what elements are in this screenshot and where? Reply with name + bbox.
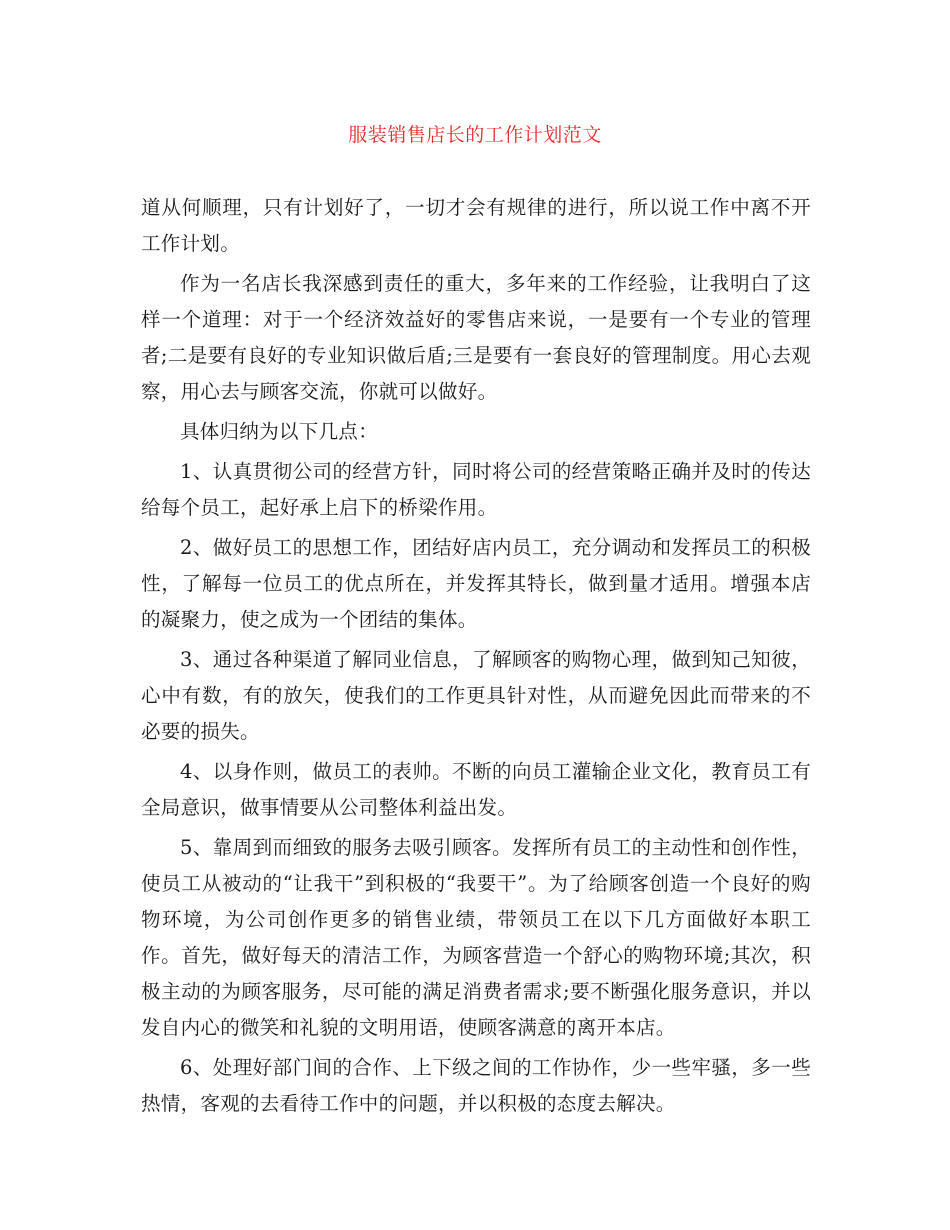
document-body xyxy=(141,190,811,1122)
paragraph-summary-heading: 具体归纳为以下几点： xyxy=(180,420,379,443)
paragraph-point-1: 1、认真贯彻公司的经营方针，同时将公司的经营策略正确并及时的传达给每个员工，起好承上启下的桥梁作用。 xyxy=(141,460,811,519)
paragraph-point-5: 5、靠周到而细致的服务去吸引顾客。发挥所有员工的主动性和创作性，使员工从被动的“让我干”到积极的“我要干”。为了给顾客创造一个良好的购物环境，为公司创作更多的销售业绩，带领员工在以下几方面做好本职工作。首先，做好每天的清洁工作，为顾客营造一个舒心的购物环境;其次，积极主动的为顾客服务，尽可能的满足消费者需求;要不断强化服务意识，并以发自内心的微笑和礼貌的文明用语，使顾客满意的离开本店。 xyxy=(141,836,811,1039)
paragraph-point-2: 2、做好员工的思想工作，团结好店内员工，充分调动和发挥员工的积极性，了解每一位员工的优点所在，并发挥其特长，做到量才适用。增强本店的凝聚力，使之成为一个团结的集体。 xyxy=(141,536,811,631)
paragraph-intro: 作为一名店长我深感到责任的重大，多年来的工作经验，让我明白了这样一个道理：对于一个经济效益好的零售店来说，一是要有一个专业的管理者;二是要有良好的专业知识做后盾;三是要有一套良好的管理制度。用心去观察，用心去与顾客交流，你就可以做好。 xyxy=(141,272,811,403)
paragraph-point-6: 6、处理好部门间的合作、上下级之间的工作协作，少一些牢骚，多一些热情，客观的去看待工作中的问题，并以积极的态度去解决。 xyxy=(141,1056,811,1115)
paragraph-point-3: 3、通过各种渠道了解同业信息，了解顾客的购物心理，做到知己知彼，心中有数，有的放矢，使我们的工作更具针对性，从而避免因此而带来的不必要的损失。 xyxy=(141,648,811,743)
document-title: 服装销售店长的工作计划范文 xyxy=(348,124,602,146)
paragraph-point-4: 4、以身作则，做员工的表帅。不断的向员工灌输企业文化，教育员工有全局意识，做事情要从公司整体利益出发。 xyxy=(141,760,811,819)
paragraph-continuation: 道从何顺理，只有计划好了，一切才会有规律的进行，所以说工作中离不开工作计划。 xyxy=(141,196,811,255)
